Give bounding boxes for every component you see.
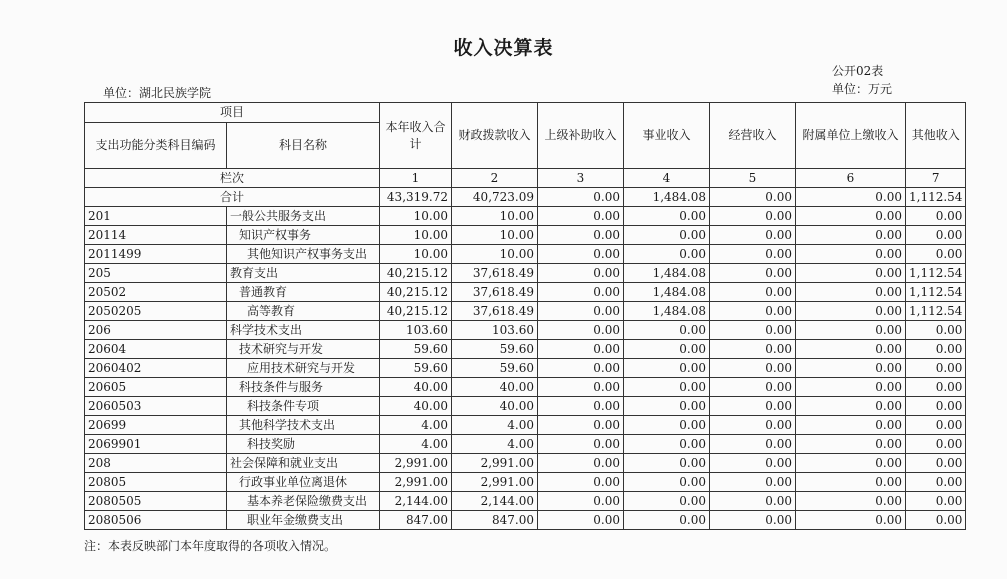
amount-cell: 0.00 [624, 359, 710, 378]
amount-cell: 0.00 [538, 435, 624, 454]
amount-cell: 40,215.12 [380, 264, 452, 283]
amount-cell: 0.00 [538, 473, 624, 492]
subject-name: 教育支出 [227, 264, 380, 283]
amount-cell: 0.00 [538, 511, 624, 530]
amount-cell: 0.00 [906, 416, 966, 435]
amount-cell: 0.00 [710, 435, 796, 454]
total-value: 1,112.54 [906, 188, 966, 207]
header-col-3: 上级补助收入 [538, 103, 624, 169]
lanci-label: 栏次 [85, 169, 380, 188]
amount-cell: 40.00 [452, 397, 538, 416]
amount-cell: 103.60 [380, 321, 452, 340]
amount-cell: 0.00 [624, 207, 710, 226]
subject-code: 2011499 [85, 245, 227, 264]
amount-cell: 0.00 [710, 283, 796, 302]
amount-cell: 0.00 [906, 454, 966, 473]
amount-cell: 0.00 [796, 473, 906, 492]
lanci-num: 1 [380, 169, 452, 188]
table-row [85, 397, 966, 416]
amount-cell: 2,991.00 [452, 454, 538, 473]
amount-cell: 0.00 [710, 492, 796, 511]
table-row [85, 492, 966, 511]
header-col-5: 经营收入 [710, 103, 796, 169]
amount-cell: 0.00 [906, 473, 966, 492]
amount-cell: 10.00 [380, 245, 452, 264]
amount-cell: 1,484.08 [624, 283, 710, 302]
subject-name: 其他知识产权事务支出 [227, 245, 380, 264]
amount-cell: 0.00 [796, 492, 906, 511]
organization-label: 单位：湖北民族学院 [103, 86, 212, 100]
table-row [85, 245, 966, 264]
amount-cell: 0.00 [538, 226, 624, 245]
amount-cell: 2,144.00 [452, 492, 538, 511]
amount-cell: 0.00 [710, 245, 796, 264]
amount-cell: 0.00 [906, 207, 966, 226]
amount-cell: 0.00 [624, 397, 710, 416]
table-row [85, 435, 966, 454]
table-row [85, 511, 966, 530]
amount-cell: 0.00 [624, 435, 710, 454]
amount-cell: 0.00 [796, 359, 906, 378]
amount-cell: 0.00 [710, 397, 796, 416]
amount-cell: 847.00 [380, 511, 452, 530]
table-row [85, 283, 966, 302]
amount-cell: 0.00 [538, 283, 624, 302]
lanci-row [85, 169, 966, 188]
amount-cell: 0.00 [906, 226, 966, 245]
amount-cell: 4.00 [452, 416, 538, 435]
header-code: 支出功能分类科目编码 [85, 123, 227, 169]
subject-code: 201 [85, 207, 227, 226]
amount-cell: 0.00 [538, 454, 624, 473]
subject-code: 205 [85, 264, 227, 283]
amount-cell: 40,215.12 [380, 283, 452, 302]
amount-cell: 1,484.08 [624, 302, 710, 321]
amount-cell: 0.00 [538, 492, 624, 511]
amount-cell: 0.00 [710, 511, 796, 530]
subject-name: 一般公共服务支出 [227, 207, 380, 226]
subject-code: 2080506 [85, 511, 227, 530]
subject-name: 知识产权事务 [227, 226, 380, 245]
amount-cell: 0.00 [624, 245, 710, 264]
amount-cell: 0.00 [624, 473, 710, 492]
subject-name: 应用技术研究与开发 [227, 359, 380, 378]
amount-cell: 0.00 [538, 245, 624, 264]
form-number: 公开02表 [832, 64, 884, 78]
amount-cell: 103.60 [452, 321, 538, 340]
amount-cell: 0.00 [796, 416, 906, 435]
amount-cell: 0.00 [906, 321, 966, 340]
header-col-7: 其他收入 [906, 103, 966, 169]
total-value: 0.00 [710, 188, 796, 207]
lanci-num: 6 [796, 169, 906, 188]
subject-name: 高等教育 [227, 302, 380, 321]
table-row [85, 321, 966, 340]
amount-cell: 0.00 [906, 359, 966, 378]
amount-cell: 2,991.00 [380, 473, 452, 492]
amount-cell: 0.00 [906, 340, 966, 359]
amount-cell: 0.00 [710, 340, 796, 359]
lanci-num: 2 [452, 169, 538, 188]
amount-cell: 0.00 [796, 283, 906, 302]
amount-cell: 0.00 [710, 207, 796, 226]
subject-name: 职业年金缴费支出 [227, 511, 380, 530]
subject-name: 科学技术支出 [227, 321, 380, 340]
subject-name: 行政事业单位离退休 [227, 473, 380, 492]
lanci-num: 4 [624, 169, 710, 188]
subject-code: 208 [85, 454, 227, 473]
amount-cell: 40.00 [380, 397, 452, 416]
amount-cell: 0.00 [710, 378, 796, 397]
amount-cell: 0.00 [906, 511, 966, 530]
amount-cell: 4.00 [452, 435, 538, 454]
total-value: 43,319.72 [380, 188, 452, 207]
amount-cell: 0.00 [906, 397, 966, 416]
subject-name: 基本养老保险缴费支出 [227, 492, 380, 511]
table-row [85, 264, 966, 283]
amount-cell: 0.00 [538, 321, 624, 340]
amount-cell: 40.00 [452, 378, 538, 397]
subject-name: 科技条件与服务 [227, 378, 380, 397]
table-row [85, 454, 966, 473]
amount-cell: 40.00 [380, 378, 452, 397]
amount-cell: 59.60 [452, 340, 538, 359]
header-item: 项目 [85, 103, 380, 123]
lanci-num: 5 [710, 169, 796, 188]
amount-cell: 0.00 [538, 378, 624, 397]
subject-name: 科技奖励 [227, 435, 380, 454]
subject-code: 2060402 [85, 359, 227, 378]
amount-cell: 0.00 [906, 245, 966, 264]
amount-cell: 0.00 [538, 340, 624, 359]
amount-cell: 40,215.12 [380, 302, 452, 321]
total-row [85, 188, 966, 207]
amount-cell: 0.00 [796, 454, 906, 473]
amount-cell: 10.00 [380, 226, 452, 245]
subject-code: 20502 [85, 283, 227, 302]
amount-cell: 0.00 [624, 492, 710, 511]
amount-cell: 37,618.49 [452, 302, 538, 321]
amount-cell: 0.00 [796, 397, 906, 416]
header-col-6: 附属单位上缴收入 [796, 103, 906, 169]
amount-cell: 0.00 [906, 435, 966, 454]
subject-code: 206 [85, 321, 227, 340]
total-value: 1,484.08 [624, 188, 710, 207]
amount-cell: 4.00 [380, 435, 452, 454]
lanci-num: 3 [538, 169, 624, 188]
table-row [85, 359, 966, 378]
amount-cell: 0.00 [624, 416, 710, 435]
subject-code: 2050205 [85, 302, 227, 321]
subject-code: 2060503 [85, 397, 227, 416]
amount-cell: 0.00 [796, 378, 906, 397]
amount-cell: 0.00 [796, 321, 906, 340]
subject-name: 技术研究与开发 [227, 340, 380, 359]
amount-cell: 0.00 [538, 207, 624, 226]
amount-cell: 0.00 [710, 473, 796, 492]
table-row [85, 207, 966, 226]
header-col-1: 本年收入合计 [380, 103, 452, 169]
amount-cell: 10.00 [452, 207, 538, 226]
page-title: 收入决算表 [453, 37, 554, 59]
subject-code: 20699 [85, 416, 227, 435]
subject-name: 普通教育 [227, 283, 380, 302]
amount-cell: 0.00 [796, 264, 906, 283]
header-name: 科目名称 [227, 123, 380, 169]
subject-code: 20805 [85, 473, 227, 492]
amount-cell: 59.60 [380, 359, 452, 378]
amount-cell: 0.00 [796, 207, 906, 226]
amount-cell: 2,144.00 [380, 492, 452, 511]
table-row [85, 226, 966, 245]
footnote: 注：本表反映部门本年度取得的各项收入情况。 [84, 539, 337, 553]
amount-cell: 1,112.54 [906, 264, 966, 283]
amount-cell: 0.00 [538, 397, 624, 416]
amount-cell: 59.60 [380, 340, 452, 359]
amount-cell: 0.00 [710, 226, 796, 245]
amount-cell: 0.00 [538, 416, 624, 435]
total-label: 合计 [85, 188, 380, 207]
amount-cell: 847.00 [452, 511, 538, 530]
unit-label: 单位：万元 [832, 82, 893, 96]
amount-cell: 37,618.49 [452, 283, 538, 302]
table-row [85, 473, 966, 492]
total-value: 0.00 [796, 188, 906, 207]
amount-cell: 10.00 [452, 245, 538, 264]
amount-cell: 0.00 [796, 511, 906, 530]
amount-cell: 0.00 [624, 511, 710, 530]
total-value: 0.00 [538, 188, 624, 207]
amount-cell: 0.00 [796, 245, 906, 264]
amount-cell: 10.00 [452, 226, 538, 245]
subject-name: 科技条件专项 [227, 397, 380, 416]
amount-cell: 0.00 [796, 435, 906, 454]
amount-cell: 0.00 [624, 454, 710, 473]
amount-cell: 1,484.08 [624, 264, 710, 283]
amount-cell: 0.00 [710, 264, 796, 283]
amount-cell: 0.00 [710, 321, 796, 340]
total-value: 40,723.09 [452, 188, 538, 207]
amount-cell: 37,618.49 [452, 264, 538, 283]
amount-cell: 2,991.00 [380, 454, 452, 473]
amount-cell: 1,112.54 [906, 283, 966, 302]
amount-cell: 0.00 [624, 378, 710, 397]
amount-cell: 0.00 [538, 264, 624, 283]
header-col-2: 财政拨款收入 [452, 103, 538, 169]
table-row [85, 340, 966, 359]
amount-cell: 0.00 [796, 340, 906, 359]
header-col-4: 事业收入 [624, 103, 710, 169]
subject-code: 20114 [85, 226, 227, 245]
table-row [85, 416, 966, 435]
amount-cell: 0.00 [796, 302, 906, 321]
subject-code: 20604 [85, 340, 227, 359]
amount-cell: 0.00 [624, 226, 710, 245]
amount-cell: 0.00 [538, 302, 624, 321]
amount-cell: 0.00 [710, 359, 796, 378]
subject-name: 社会保障和就业支出 [227, 454, 380, 473]
subject-code: 2069901 [85, 435, 227, 454]
amount-cell: 0.00 [906, 378, 966, 397]
lanci-num: 7 [906, 169, 966, 188]
amount-cell: 0.00 [538, 359, 624, 378]
subject-code: 20605 [85, 378, 227, 397]
amount-cell: 0.00 [906, 492, 966, 511]
amount-cell: 4.00 [380, 416, 452, 435]
amount-cell: 1,112.54 [906, 302, 966, 321]
subject-name: 其他科学技术支出 [227, 416, 380, 435]
amount-cell: 2,991.00 [452, 473, 538, 492]
subject-code: 2080505 [85, 492, 227, 511]
amount-cell: 0.00 [796, 226, 906, 245]
amount-cell: 59.60 [452, 359, 538, 378]
amount-cell: 10.00 [380, 207, 452, 226]
income-table [84, 102, 966, 530]
amount-cell: 0.00 [710, 302, 796, 321]
amount-cell: 0.00 [624, 340, 710, 359]
amount-cell: 0.00 [710, 454, 796, 473]
table-row [85, 302, 966, 321]
amount-cell: 0.00 [710, 416, 796, 435]
table-row [85, 378, 966, 397]
amount-cell: 0.00 [624, 321, 710, 340]
